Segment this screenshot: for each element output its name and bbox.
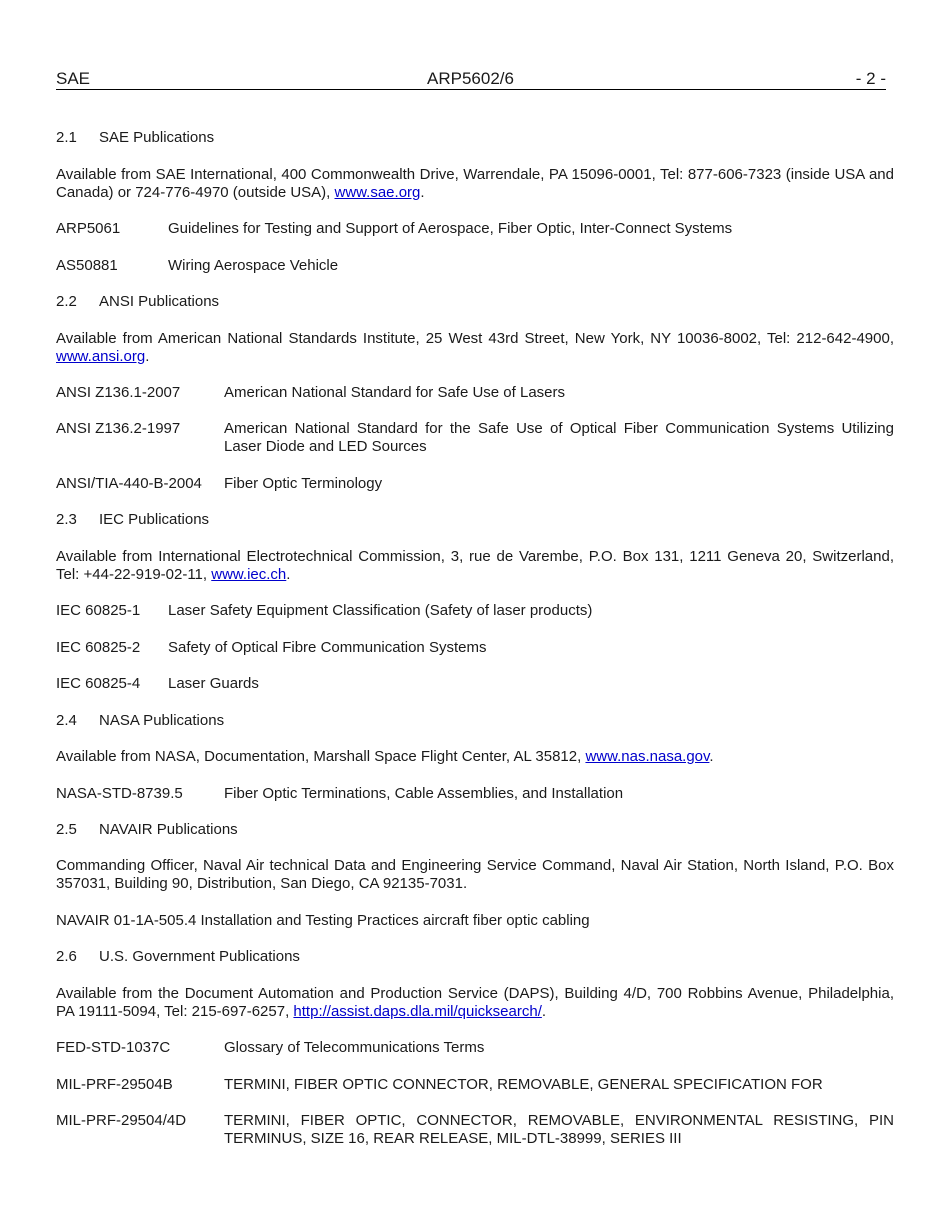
reference-row — [56, 475, 894, 493]
section-heading-2-5 — [56, 821, 894, 839]
reference-code: ANSI Z136.1-2007 — [56, 384, 181, 401]
section-number: 2.3 — [56, 511, 77, 528]
header-page-number: - 2 - — [855, 69, 886, 88]
reference-row — [56, 602, 894, 620]
section-heading-2-1 — [56, 129, 894, 147]
reference-title: TERMINI, FIBER OPTIC, CONNECTOR, REMOVABLE, ENVIRONMENTAL RESISTING, PIN TERMINUS, SIZE 16, REAR RELEASE, MIL-DTL-38999, SERIES III — [224, 1112, 894, 1147]
reference-code: NASA-STD-8739.5 — [56, 785, 183, 802]
section-heading-2-2 — [56, 293, 894, 311]
header-org: SAE — [56, 69, 91, 88]
reference-title: American National Standard for Safe Use of Lasers — [224, 384, 566, 401]
reference-title: Safety of Optical Fibre Communication Systems — [168, 639, 487, 656]
address-text: Commanding Officer, Naval Air technical Data and Engineering Service Command, Naval Air Station, North Island, P.O. Box 357031, Building 90, Distribution, San Diego, CA 92135-7031. — [56, 857, 894, 892]
availability-text: Available from NASA, Documentation, Marshall Space Flight Center, AL 35812, — [56, 748, 586, 765]
reference-line — [56, 912, 894, 930]
reference-code: AS50881 — [56, 257, 118, 274]
reference-row — [56, 1076, 894, 1094]
punctuation: . — [709, 748, 714, 765]
section-title: U.S. Government Publications — [99, 948, 300, 965]
ansi-link[interactable]: www.ansi.org — [56, 348, 146, 365]
iec-link[interactable]: www.iec.ch — [211, 566, 287, 583]
section-heading-2-3 — [56, 511, 894, 529]
reference-text: NAVAIR 01-1A-505.4 Installation and Testing Practices aircraft fiber optic cabling — [56, 912, 590, 929]
section-number: 2.4 — [56, 712, 77, 729]
assist-link[interactable]: http://assist.daps.dla.mil/quicksearch/ — [293, 1003, 542, 1020]
section-heading-2-6 — [56, 948, 894, 966]
reference-row — [56, 384, 894, 402]
section-title: IEC Publications — [99, 511, 210, 528]
section-2-3-availability — [56, 548, 894, 584]
reference-row — [56, 1112, 894, 1148]
reference-code: ANSI/TIA-440-B-2004 — [56, 475, 202, 492]
section-title: SAE Publications — [99, 129, 215, 146]
reference-row — [56, 1039, 894, 1057]
header-doc-number: ARP5602/6 — [427, 69, 514, 88]
section-number: 2.1 — [56, 129, 77, 146]
reference-row — [56, 420, 894, 456]
reference-title: Fiber Optic Terminations, Cable Assemblies, and Installation — [224, 785, 624, 802]
reference-row — [56, 675, 894, 693]
reference-code: IEC 60825-4 — [56, 675, 141, 692]
availability-text: Available from SAE International, 400 Commonwealth Drive, Warrendale, PA 15096-0001, Tel: 877-606-7323 (inside USA and Canada) or 724-776-4970 (outside USA), — [56, 166, 894, 201]
section-2-6-availability — [56, 985, 894, 1021]
punctuation: . — [286, 566, 291, 583]
punctuation: . — [145, 348, 150, 365]
reference-row — [56, 220, 894, 238]
reference-row — [56, 257, 894, 275]
reference-title: Laser Guards — [168, 675, 259, 692]
nasa-link[interactable]: www.nas.nasa.gov — [585, 748, 710, 765]
reference-row — [56, 785, 894, 803]
reference-title: Fiber Optic Terminology — [224, 475, 383, 492]
section-2-4-availability — [56, 748, 894, 766]
section-title: ANSI Publications — [99, 293, 220, 310]
section-number: 2.2 — [56, 293, 77, 310]
section-title: NASA Publications — [99, 712, 225, 729]
section-number: 2.6 — [56, 948, 77, 965]
reference-code: IEC 60825-1 — [56, 602, 141, 619]
reference-code: IEC 60825-2 — [56, 639, 141, 656]
reference-title: Wiring Aerospace Vehicle — [168, 257, 339, 274]
sae-link[interactable]: www.sae.org — [334, 184, 421, 201]
section-2-5-address — [56, 857, 894, 893]
reference-title: Laser Safety Equipment Classification (Safety of laser products) — [168, 602, 593, 619]
availability-text: Available from International Electrotechnical Commission, 3, rue de Varembe, P.O. Box 131, 1211 Geneva 20, Switzerland, Tel: +44-22-919-02-11, — [56, 548, 894, 583]
availability-text: Available from the Document Automation and Production Service (DAPS), Building 4/D, 700 Robbins Avenue, Philadelphia, PA 19111-5094, Tel: 215-697-6257, — [56, 985, 894, 1020]
availability-text: Available from American National Standards Institute, 25 West 43rd Street, New York, NY 10036-8002, Tel: 212-642-4900, — [56, 330, 894, 347]
punctuation: . — [541, 1003, 547, 1020]
punctuation: . — [420, 184, 425, 201]
reference-title: Guidelines for Testing and Support of Aerospace, Fiber Optic, Inter-Connect Systems — [168, 220, 733, 237]
reference-title: Glossary of Telecommunications Terms — [224, 1039, 485, 1056]
page-header — [56, 69, 886, 90]
section-heading-2-4 — [56, 712, 894, 730]
section-2-2-availability — [56, 330, 894, 366]
reference-title: American National Standard for the Safe Use of Optical Fiber Communication Systems Utilizing Laser Diode and LED Sources — [224, 420, 894, 455]
reference-row — [56, 639, 894, 657]
reference-code: ANSI Z136.2-1997 — [56, 420, 181, 437]
reference-code: MIL-PRF-29504/4D — [56, 1112, 187, 1129]
reference-code: FED-STD-1037C — [56, 1039, 171, 1056]
section-number: 2.5 — [56, 821, 77, 838]
section-2-1-availability — [56, 166, 894, 202]
reference-title: TERMINI, FIBER OPTIC CONNECTOR, REMOVABLE, GENERAL SPECIFICATION FOR — [224, 1076, 823, 1093]
reference-code: ARP5061 — [56, 220, 121, 237]
section-title: NAVAIR Publications — [99, 821, 238, 838]
reference-code: MIL-PRF-29504B — [56, 1076, 173, 1093]
